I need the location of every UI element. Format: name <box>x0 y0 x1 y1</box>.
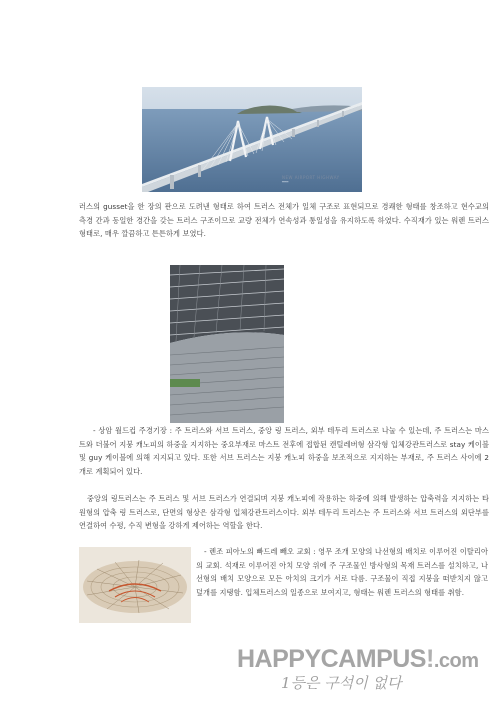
paragraph-text: - 상암 월드컵 주경기장 : 주 트러스와 서브 트러스, 중앙 링 트러스, 외부 테두리 트러스로 나눌 수 있는데, 주 트러스는 마스트와 더불어 지붕 캐노피의 하중을 지지하는 중요부재로 마스트 전후에 접합된 캔틸레버형 삼각형 입체강관트러스로 stay 케이블 및 guy 케이블에 의해 지지되고 있다. 또한 서브 트러스는 지붕 캐노피 하중을 보조적으로 지지하는 부재로, 주 트러스 사이에 2개로 계획되어 있다. <box>79 426 489 476</box>
photo-watermark: NEW AIRPORT HIGHWAY <box>282 175 340 180</box>
logo-mark: ! <box>425 645 434 673</box>
logo-domain: .com <box>433 650 479 672</box>
logo-wordmark <box>237 645 479 674</box>
bridge-caption-mark: ━━━ <box>282 180 289 184</box>
stadium-illustration <box>170 265 284 423</box>
paragraph-3 <box>79 492 489 533</box>
church-model-photo <box>79 547 191 623</box>
stadium-photo <box>170 265 284 423</box>
paragraph-text: 중앙의 링트러스는 주 트러스 및 서브 트러스가 연결되며 지붕 캐노피에 작용하는 하중에 의해 발생하는 압축력을 지지하는 타원형의 압축 링 트러스로, 단면의 형상은 삼각형 입체강관트러스이다. 외부 테두리 트러스는 주 트러스와 서브 트러스의 외단부를 연결하여 수평, 수직 변형을 강하게 제어하는 역할을 한다. <box>79 494 489 531</box>
happycampus-logo <box>237 645 479 693</box>
church-model-illustration <box>79 547 191 623</box>
paragraph-text: 러스의 gusset을 한 장의 판으로 도려낸 형태로 하여 트러스 전체가 일체 구조로 표현되므로 경쾌한 형태를 창조하고 현수교의 측경 간과 동일한 경간을 갖는 트러스 구조이므로 교량 전체가 연속성과 통일성을 유지하도록 하였다. 수직재가 있는 워렌 트러스 형태로, 매우 깔끔하고 튼튼하게 보였다. <box>79 202 489 239</box>
logo-main-text: HAPPYCAMPUS <box>237 645 426 673</box>
paragraph-4 <box>196 545 488 599</box>
logo-tagline: 1등은 구석이 없다 <box>281 674 402 692</box>
paragraph-1 <box>79 200 489 241</box>
paragraph-2 <box>79 424 489 478</box>
paragraph-text: - 렌조 피아노의 빠드레 빼오 교회 : 영무 조개 모양의 나선형의 배치로 이루어진 이탈리아의 교회. 석재로 이루어진 아치 모양 위에 주 구조물인 방사형의 목재 트러스를 설치하고, 나선형의 배치 모양으로 모든 아치의 크기가 서로 다름. 구조물이 직접 지붕을 떠받치지 않고 덮개를 지탱함. 입체트러스의 일종으로 보여지고, 형태는 워렌 트러스의 형태를 취함. <box>196 547 488 597</box>
